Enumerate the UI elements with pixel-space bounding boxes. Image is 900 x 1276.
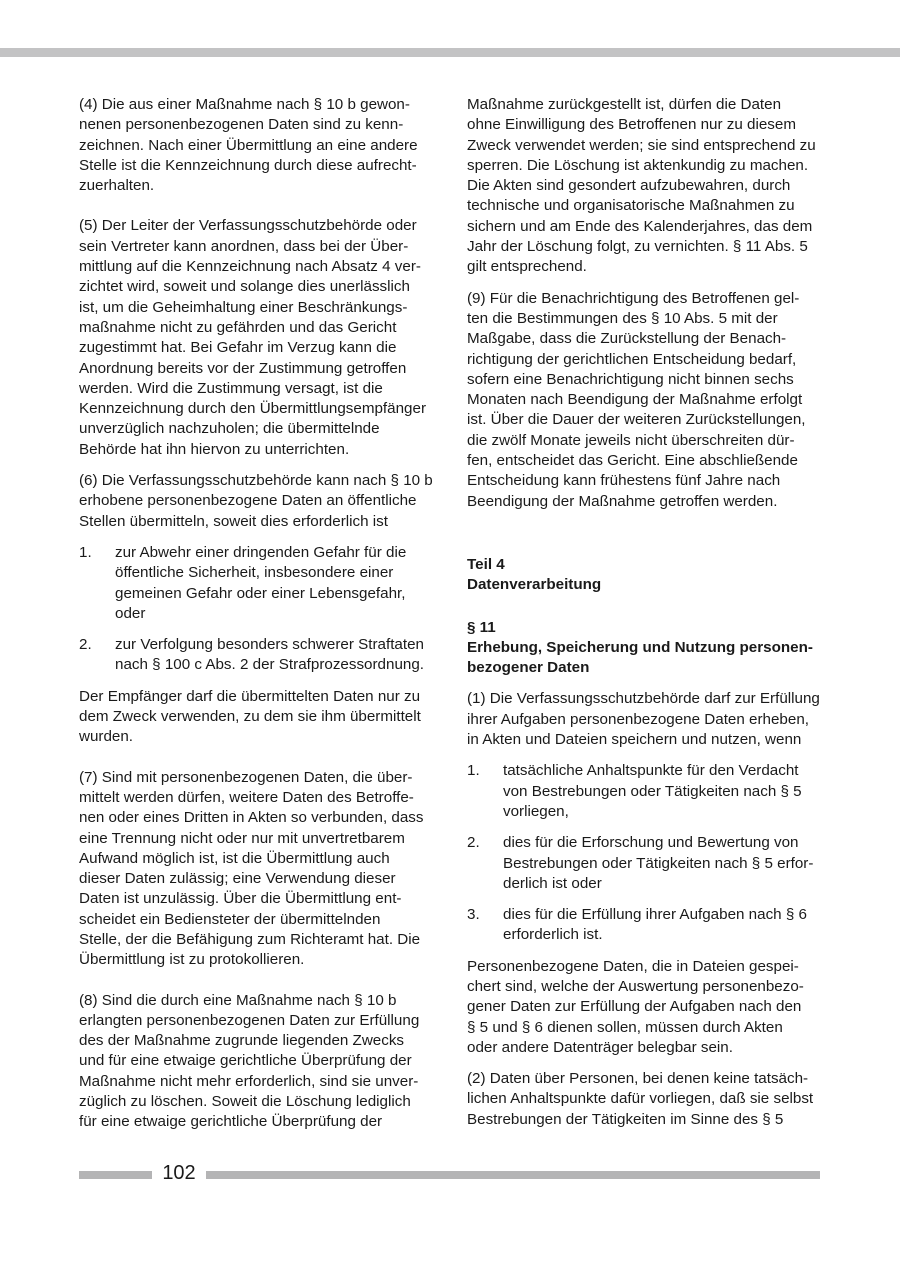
text-line: Erhebung, Speicherung und Nutzung personen- [467, 638, 813, 656]
text-line: Übermittlung ist zu protokollieren. [79, 951, 305, 969]
text-line: ohne Einwilligung des Betroffenen nur zu diesem [467, 116, 796, 134]
list-item-number: 2. [79, 636, 92, 654]
text-line: ist, um die Geheimhaltung einer Beschränkungs- [79, 298, 408, 316]
text-line: Bestrebungen oder Tätigkeiten nach § 5 erfor- [503, 854, 814, 872]
section-heading [467, 618, 821, 679]
text-line: (6) Die Verfassungsschutzbehörde kann nach § 10 b [79, 472, 433, 490]
text-line: werden. Wird die Zustimmung versagt, ist die [79, 379, 383, 397]
text-line: bezogener Daten [467, 659, 590, 677]
text-line: nen oder eines Dritten in Akten so verbunden, dass [79, 809, 424, 827]
list-item-number: 3. [467, 906, 480, 924]
text-line: tatsächliche Anhaltspunkte für den Verdacht [503, 762, 799, 780]
text-line: Zweck verwendet werden; sie sind entsprechend zu [467, 136, 816, 154]
text-line: (2) Daten über Personen, bei denen keine tatsäch- [467, 1070, 809, 1088]
text-line: sperren. Die Löschung ist aktenkundig zu machen. [467, 156, 809, 174]
text-line: chert sind, welche der Auswertung personenbezo- [467, 977, 804, 995]
text-line: ten die Bestimmungen des § 10 Abs. 5 mit der [467, 309, 778, 327]
paragraph-6-after [79, 687, 433, 748]
text-line: Datenverarbeitung [467, 576, 602, 594]
text-line: (8) Sind die durch eine Maßnahme nach § 10 b [79, 991, 397, 1009]
text-line: zur Verfolgung besonders schwerer Straftaten [115, 636, 424, 654]
text-line: (4) Die aus einer Maßnahme nach § 10 b gewon- [79, 96, 410, 113]
text-line: gener Daten zur Erfüllung der Aufgaben nach den [467, 998, 802, 1016]
text-line: Entscheidung kann frühestens fünf Jahre nach [467, 472, 781, 490]
text-line: Stelle ist die Kennzeichnung durch diese aufrecht- [79, 156, 417, 174]
text-line: Beendigung der Maßnahme getroffen werden. [467, 492, 778, 510]
footer-bar-right [206, 1171, 820, 1179]
paragraph-9 [467, 289, 821, 512]
text-line: Maßnahme nicht mehr erforderlich, sind sie unver- [79, 1072, 419, 1090]
text-line: oder andere Datenträger belegbar sein. [467, 1038, 733, 1056]
text-line: technische und organisatorische Maßnahmen zu [467, 197, 795, 215]
text-line: Teil 4 [467, 555, 505, 573]
text-line: unverzüglich nachzuholen; die übermittelnde [79, 420, 380, 438]
list-item-number: 1. [79, 543, 92, 561]
text-line: maßnahme nicht zu gefährden und das Gericht [79, 318, 397, 336]
text-line: Jahr der Löschung folgt, zu vernichten. § 11 Abs. 5 [467, 238, 808, 256]
list-item-number: 2. [467, 834, 480, 852]
text-line: scheidet ein Bediensteter der übermittelnden [79, 910, 381, 928]
text-line: öffentliche Sicherheit, insbesondere einer [115, 564, 394, 582]
text-line: sichern und am Ende des Kalenderjahres, das dem [467, 217, 813, 235]
text-line: nenen personenbezogenen Daten sind zu kenn- [79, 116, 404, 134]
text-line: gilt entsprechend. [467, 258, 587, 276]
text-line: dies für die Erforschung und Bewertung von [503, 834, 799, 852]
text-line: mittelt werden dürfen, weitere Daten des Betroffe- [79, 788, 414, 806]
list-item-text [115, 543, 433, 624]
list-item [79, 543, 433, 624]
paragraph-4 [79, 95, 433, 196]
list-item-text [115, 635, 433, 676]
text-line: Die Akten sind gesondert aufzubewahren, durch [467, 177, 791, 195]
paragraph-5 [79, 216, 433, 460]
text-line: (7) Sind mit personenbezogenen Daten, die über- [79, 768, 413, 786]
section-11-list [467, 761, 821, 945]
right-column [467, 95, 821, 1150]
text-line: eine Trennung nicht oder nur mit unvertretbarem [79, 829, 405, 847]
text-line: ist. Über die Dauer der weiteren Zurückstellungen, [467, 411, 806, 429]
text-line: erlangten personenbezogenen Daten zur Erfüllung [79, 1011, 420, 1029]
section-11-paragraph-1-after [467, 957, 821, 1058]
list-item-text [503, 905, 821, 946]
list-item [467, 905, 821, 946]
text-line: Behörde hat ihn hiervon zu unterrichten. [79, 440, 350, 458]
text-line: (9) Für die Benachrichtigung des Betroffenen gel- [467, 289, 800, 307]
text-line: § 5 und § 6 dienen sollen, müssen durch Akten [467, 1018, 783, 1036]
list-item [467, 833, 821, 894]
text-line: Stelle, der die Befähigung zum Richteramt hat. Die [79, 930, 421, 948]
text-line: (5) Der Leiter der Verfassungsschutzbehörde oder [79, 217, 417, 235]
text-line: richtigung der gerichtlichen Entscheidung bedarf, [467, 350, 797, 368]
text-line: vorliegen, [503, 802, 569, 820]
text-line: Anordnung bereits vor der Zustimmung getroffen [79, 359, 407, 377]
section-11-paragraph-1 [467, 689, 821, 750]
list-item-number: 1. [467, 762, 480, 780]
text-line: züglich zu löschen. Soweit die Löschung lediglich [79, 1093, 411, 1111]
text-line: des der Maßnahme zugrunde liegenden Zwecks [79, 1032, 405, 1050]
text-line: Aufwand möglich ist, ist die Übermittlung auch [79, 849, 390, 867]
text-line: gemeinen Gefahr oder einer Lebensgefahr, [115, 584, 406, 602]
list-item [467, 761, 821, 822]
text-line: wurden. [79, 728, 134, 746]
list-item [79, 635, 433, 676]
text-line: von Bestrebungen oder Tätigkeiten nach § 5 [503, 782, 802, 800]
text-line: zur Abwehr einer dringenden Gefahr für die [115, 543, 407, 561]
text-line: sofern eine Benachrichtigung nicht binnen sechs [467, 370, 794, 388]
text-line: für eine etwaige gerichtliche Überprüfung der [79, 1113, 383, 1131]
paragraph-6 [79, 471, 433, 532]
text-line: Maßgabe, dass die Zurückstellung der Benach- [467, 330, 787, 348]
list-item-text [503, 833, 821, 894]
text-line: Maßnahme zurückgestellt ist, dürfen die Daten [467, 96, 782, 113]
text-line: Personenbezogene Daten, die in Dateien gespei- [467, 957, 799, 975]
paragraph-6-list [79, 543, 433, 676]
text-line: dies für die Erfüllung ihrer Aufgaben nach § 6 [503, 906, 807, 924]
text-line: Daten ist unzulässig. Über die Übermittlung ent- [79, 890, 402, 908]
text-line: in Akten und Dateien speichern und nutzen, wenn [467, 731, 802, 749]
text-line: nach § 100 c Abs. 2 der Strafprozessordnung. [115, 656, 425, 674]
left-column [79, 95, 433, 1153]
text-line: lichen Anhaltspunkte dafür vorliegen, daß sie selbst [467, 1090, 814, 1108]
text-line: dieser Daten zulässig; eine Verwendung dieser [79, 870, 396, 888]
text-line: oder [115, 604, 146, 622]
footer-bar-left [79, 1171, 152, 1179]
text-line: Stellen übermitteln, soweit dies erforderlich ist [79, 512, 388, 530]
text-line: dem Zweck verwenden, zu dem sie ihm übermittelt [79, 708, 421, 726]
text-line: erforderlich ist. [503, 926, 603, 944]
text-line: zuerhalten. [79, 177, 155, 195]
text-line: § 11 [467, 618, 496, 636]
text-line: Bestrebungen der Tätigkeiten im Sinne des § 5 [467, 1110, 784, 1128]
text-line: Monaten nach Beendigung der Maßnahme erfolgt [467, 391, 803, 409]
text-line: erhobene personenbezogene Daten an öffentliche [79, 492, 417, 510]
text-line: Der Empfänger darf die übermittelten Daten nur zu [79, 687, 421, 705]
text-line: und für eine etwaige gerichtliche Überprüfung der [79, 1052, 412, 1070]
text-line: derlich ist oder [503, 874, 602, 892]
top-rule [0, 48, 900, 57]
paragraph-7 [79, 768, 433, 971]
text-line: Kennzeichnung durch den Übermittlungsempfänger [79, 400, 426, 418]
list-item-text [503, 761, 821, 822]
text-line: die zwölf Monate jeweils nicht überschreiten dür- [467, 431, 795, 449]
paragraph-8 [79, 991, 433, 1133]
part-heading [467, 555, 821, 596]
text-line: fen, entscheidet das Gericht. Eine abschließende [467, 452, 798, 470]
text-line: zeichnen. Nach einer Übermittlung an eine andere [79, 136, 418, 154]
text-line: ihrer Aufgaben personenbezogene Daten erheben, [467, 710, 809, 728]
text-line: zichtet wird, soweit und solange dies unerlässlich [79, 278, 410, 296]
page-number: 102 [162, 1162, 196, 1184]
text-line: (1) Die Verfassungsschutzbehörde darf zur Erfüllung [467, 690, 820, 708]
text-line: zugestimmt hat. Bei Gefahr im Verzug kann die [79, 339, 397, 357]
section-11-paragraph-2 [467, 1069, 821, 1130]
text-line: sein Vertreter kann anordnen, dass bei der Über- [79, 237, 409, 255]
text-line: mittlung auf die Kennzeichnung nach Absatz 4 ver- [79, 258, 421, 276]
paragraph-8-continued [467, 95, 821, 278]
